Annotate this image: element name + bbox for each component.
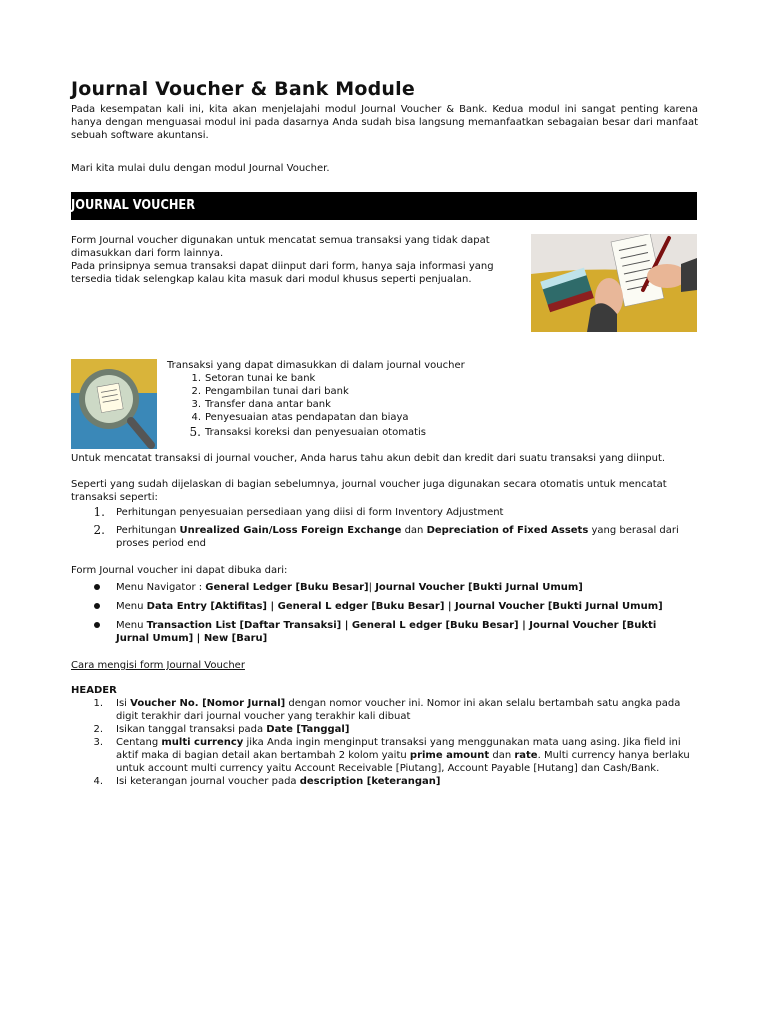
magnifier-picture xyxy=(71,359,157,449)
bullet-icon xyxy=(94,584,100,590)
auto-line: Seperti yang sudah dijelaskan di bagian sebelumnya, journal voucher juga digunakan secara otomatis untuk mencatat transaksi seperti: xyxy=(71,479,667,503)
list-item: 2. Isikan tanggal transaksi pada Date [Tanggal] xyxy=(93,724,350,735)
list-item: 2. Perhitungan Unrealized Gain/Loss Foreign Exchange dan Depreciation of Fixed Assets yang berasal dari proses period end xyxy=(93,523,679,549)
list-item: 1. Isi Voucher No. [Nomor Jurnal] dengan nomor voucher ini. Nomor ini akan selalu bertambah satu angka pada digit terakhir dari journal voucher yang terakhir kali dibuat xyxy=(93,698,681,722)
list-item: 1. Perhitungan penyesuaian persediaan yang diisi di form Inventory Adjustment xyxy=(93,505,504,519)
bullet-icon xyxy=(94,603,100,609)
page-title: Journal Voucher & Bank Module xyxy=(71,78,415,100)
jv-desc-1: Form Journal voucher digunakan untuk mencatat semua transaksi yang tidak dapat dimasukkan dari form lainnya. xyxy=(71,235,490,259)
trans-heading: Transaksi yang dapat dimasukkan di dalam journal voucher xyxy=(167,360,465,371)
open-line: Form Journal voucher ini dapat dibuka dari: xyxy=(71,565,288,576)
jv-desc-2: Pada prinsipnya semua transaksi dapat diinput dari form, hanya saja informasi yang tersedia tidak selengkap kalau kita masuk dari modul khusus seperti penjualan. xyxy=(71,261,494,285)
intro-paragraph: Pada kesempatan kali ini, kita akan menjelajahi modul Journal Voucher & Bank. Kedua modul ini sangat penting karena hanya dengan menguasai modul ini pada dasarnya Anda sudah bisa langsung memanfaatkan sebagaian besar dari manfaat sebuah software akuntansi. xyxy=(71,104,698,141)
header-list xyxy=(71,697,698,788)
transaction-item: 1. Setoran tunai ke bank xyxy=(191,373,316,384)
list-item: 4. Isi keterangan journal voucher pada description [keterangan] xyxy=(93,776,441,787)
transaction-types xyxy=(167,359,567,439)
jv-description xyxy=(71,234,501,286)
transaction-item: 4. Penyesuaian atas pendapatan dan biaya xyxy=(191,412,409,423)
document-signing-illustration xyxy=(531,234,697,332)
header-label: HEADER xyxy=(71,685,117,696)
transaction-item: 2. Pengambilan tunai dari bank xyxy=(191,386,349,397)
howto-link[interactable]: Cara mengisi form Journal Voucher xyxy=(71,660,245,671)
transaction-item: 5. Transaksi koreksi dan penyesuaian otomatis xyxy=(189,425,427,439)
magnifier-document-illustration xyxy=(71,359,157,449)
section-bar xyxy=(71,192,697,220)
bullet-icon xyxy=(94,622,100,628)
transaction-item: 3. Transfer dana antar bank xyxy=(191,399,331,410)
transaction-list xyxy=(187,372,567,439)
signing-picture xyxy=(531,234,697,332)
list-item: 3. Centang multi currency jika Anda ingin menginput transaksi yang menggunakan mata uang asing. Jika field ini aktif maka di bagian detail akan bertambah 2 kolom yaitu prime amount dan rate. Multi currency hanya berlaku untuk account multi currency yaitu Account Receivable [Piutang], Account Payable [Hutang] dan Cash/Bank. xyxy=(93,737,690,774)
list-item: Menu Transaction List [Daftar Transaksi] | General L edger [Buku Besar] | Journal Voucher [Bukti Jurnal Umum] | New [Baru] xyxy=(71,619,676,645)
list-item: Menu Navigator : General Ledger [Buku Besar]| Journal Voucher [Bukti Jurnal Umum] xyxy=(71,581,698,594)
section-title: JOURNAL VOUCHER xyxy=(71,198,196,213)
open-list xyxy=(71,581,698,645)
list-item: Menu Data Entry [Aktifitas] | General L edger [Buku Besar] | Journal Voucher [Bukti Jurnal Umum] xyxy=(71,600,698,613)
record-line: Untuk mencatat transaksi di journal voucher, Anda harus tahu akun debit dan kredit dari suatu transaksi yang diinput. xyxy=(71,453,666,464)
auto-list xyxy=(71,506,698,550)
start-line: Mari kita mulai dulu dengan modul Journal Voucher. xyxy=(71,163,330,174)
